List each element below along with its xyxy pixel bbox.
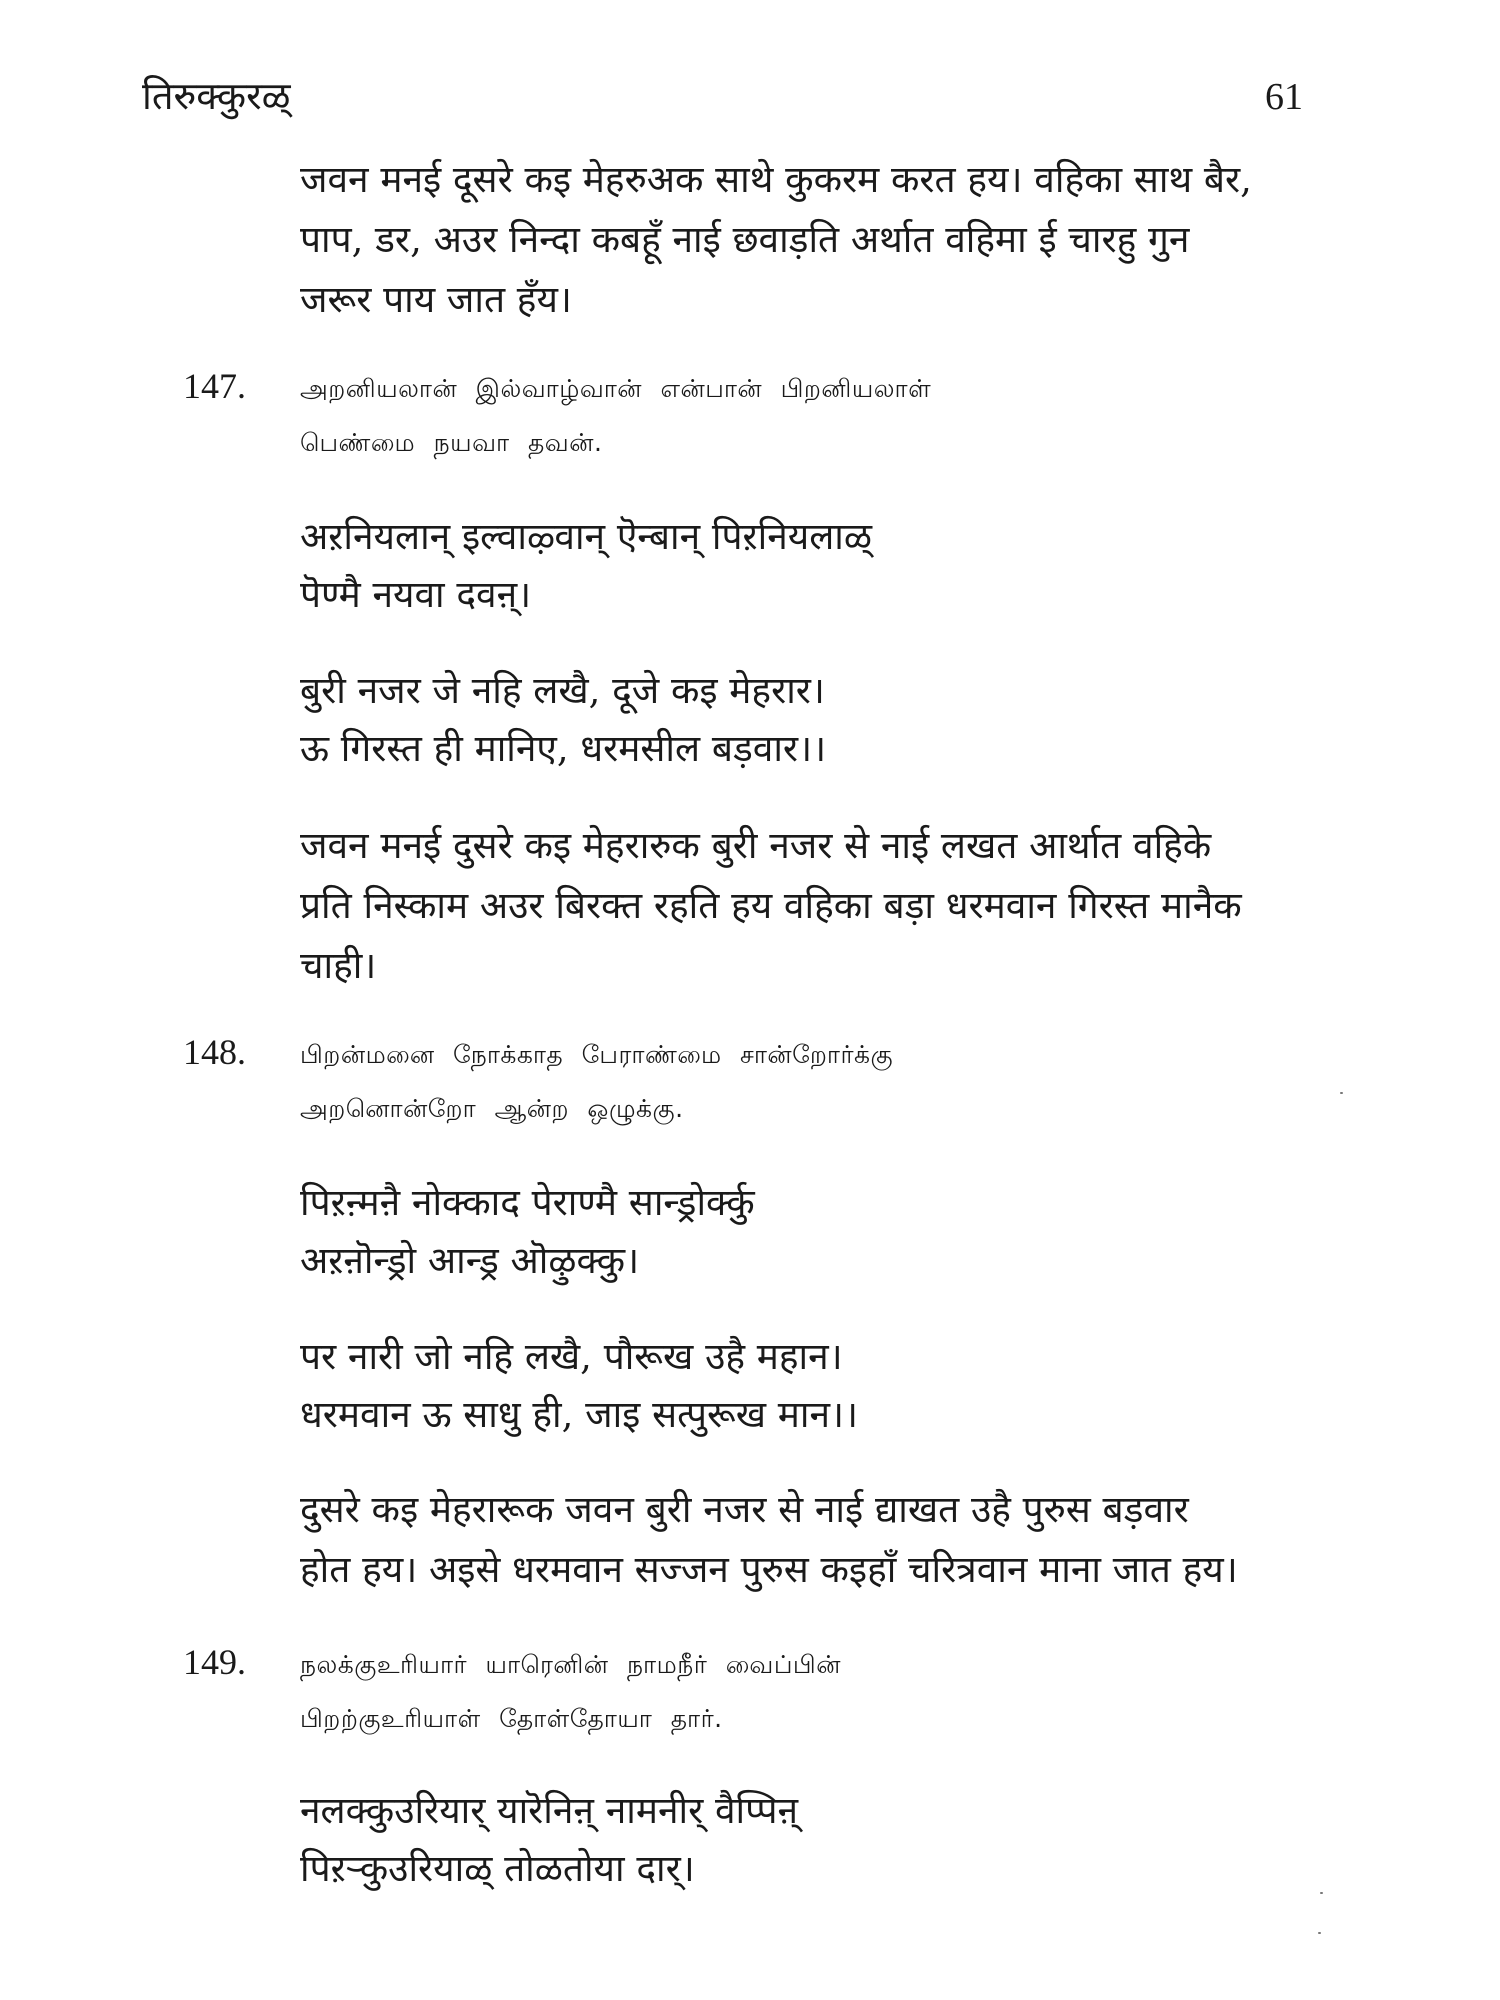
transliteration-line: अऱऩॊन्ड्रो आन्ड्र ऒऴुक्कु।: [300, 1239, 640, 1282]
tamil-line: அறனொன்றோ ஆன்ற ஒழுக்கு.: [300, 1094, 684, 1123]
couplet-line: पर नारी जो नहि लखै, पौरूख उहै महान।: [300, 1335, 843, 1378]
commentary-line: प्रति निस्काम अउर बिरक्त रहति हय वहिका बड़ा धरमवान गिरस्त मानैक: [300, 884, 1242, 927]
commentary-line: होत हय। अइसे धरमवान सज्जन पुरुस कइहाँ चरित्रवान माना जात हय।: [300, 1548, 1238, 1591]
transliteration-149: [300, 1782, 1340, 1898]
transliteration-line: अऱनियलान् इल्वाऴ्वान् ऎन्बान् पिऱनियलाळ्: [300, 515, 873, 558]
tamil-verse-149: [300, 1638, 1340, 1746]
commentary-line: चाही।: [300, 944, 377, 987]
couplet-line: ऊ गिरस्त ही मानिए, धरमसील बड़वार।।: [300, 727, 827, 770]
tamil-line: அறனியலான் இல்வாழ்வான் என்பான் பிறனியலாள்: [300, 374, 932, 403]
verse-number-147: 147.: [183, 366, 246, 406]
scan-speck: [1318, 1932, 1321, 1934]
commentary-147: [300, 816, 1340, 996]
transliteration-148: [300, 1174, 1340, 1290]
commentary-148: [300, 1480, 1340, 1600]
commentary-line: दुसरे कइ मेहरारूक जवन बुरी नजर से नाई द्याखत उहै पुरुस बड़वार: [300, 1488, 1189, 1531]
tamil-verse-147: [300, 362, 1340, 470]
tamil-line: பிறன்மனை நோக்காத பேராண்மை சான்றோர்க்கு: [300, 1040, 894, 1069]
commentary-line: जवन मनई दूसरे कइ मेहरुअक साथे कुकरम करत हय। वहिका साथ बैर,: [300, 158, 1252, 201]
page-number: 61: [1265, 76, 1303, 118]
transliteration-line: पॆण्मै नयवा दवऩ्।: [300, 573, 532, 616]
commentary-line: जवन मनई दुसरे कइ मेहरारुक बुरी नजर से नाई लखत आर्थात वहिके: [300, 824, 1212, 867]
verse-number-149: 149.: [183, 1642, 246, 1682]
transliteration-line: पिऱऱ्कुउरियाळ् तोळतोया दार्।: [300, 1847, 695, 1890]
couplet-line: बुरी नजर जे नहि लखै, दूजे कइ मेहरार।: [300, 669, 825, 712]
couplet-line: धरमवान ऊ साधु ही, जाइ सत्पुरूख मान।।: [300, 1393, 859, 1436]
tamil-verse-148: [300, 1028, 1340, 1136]
scan-speck: [1340, 1092, 1343, 1094]
tamil-line: பிறற்குஉரியாள் தோள்தோயா தார்.: [300, 1704, 723, 1733]
couplet-148: [300, 1328, 1340, 1444]
running-title: तिरुक्कुरळ्: [142, 74, 291, 118]
transliteration-147: [300, 508, 1340, 624]
commentary-line: पाप, डर, अउर निन्दा कबहूँ नाई छवाड़ति अर्थात वहिमा ई चारहु गुन: [300, 218, 1190, 261]
transliteration-line: नलक्कुउरियार् यारॆनिऩ् नामनीर् वैप्पिऩ्: [300, 1789, 799, 1832]
couplet-147: [300, 662, 1340, 778]
commentary-line: जरूर पाय जात हँय।: [300, 278, 572, 321]
transliteration-line: पिऱऩ्मऩै नोक्काद पेराण्मै सान्ड्रोर्क्कु: [300, 1181, 755, 1224]
scan-speck: [1320, 1892, 1323, 1894]
verse-number-148: 148.: [183, 1032, 246, 1072]
intro-commentary: [300, 150, 1340, 330]
tamil-line: பெண்மை நயவா தவன்.: [300, 428, 603, 457]
tamil-line: நலக்குஉரியார் யாரெனின் நாமநீர் வைப்பின்: [300, 1650, 841, 1679]
